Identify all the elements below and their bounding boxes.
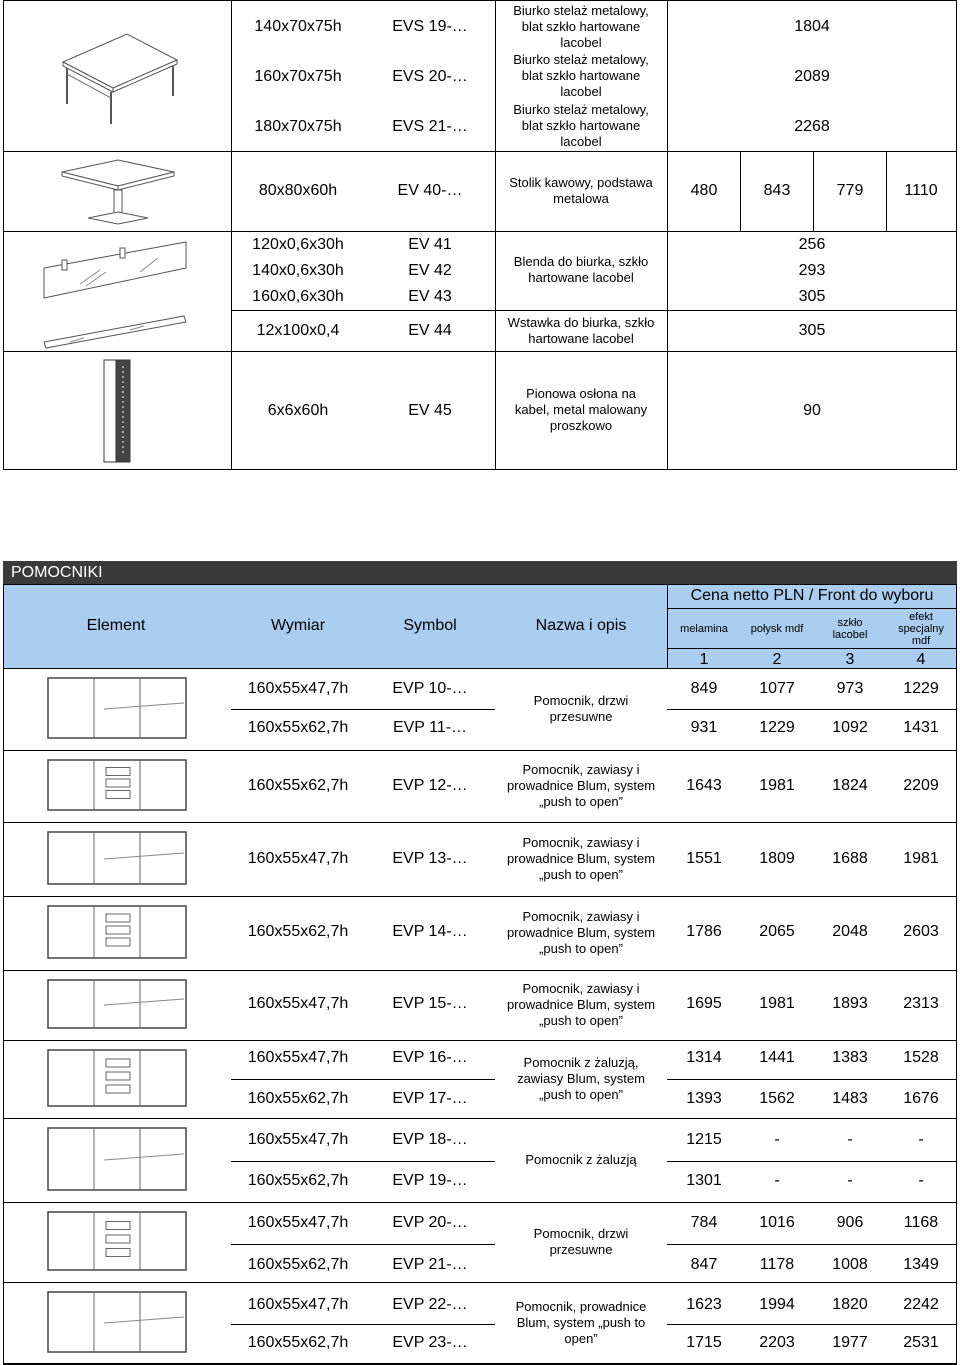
row-symbol: EVP 14-… bbox=[392, 923, 468, 940]
section-title: POMOCNIKI bbox=[3, 561, 957, 584]
row-price-1: 1301 bbox=[686, 1172, 722, 1189]
desk-price-2: 2089 bbox=[794, 68, 830, 85]
desk-price-3: 2268 bbox=[794, 118, 830, 135]
row-price-2: 1077 bbox=[759, 680, 795, 697]
group-divider bbox=[3, 822, 957, 823]
header-nazwa: Nazwa i opis bbox=[535, 617, 627, 634]
coffee-price-3: 779 bbox=[836, 182, 864, 199]
row-price-3: - bbox=[847, 1172, 853, 1189]
group-name: Pomocnik, zawiasy i prowadnice Blum, system „push to open” bbox=[506, 981, 656, 1028]
row-dims: 160x55x62,7h bbox=[247, 1090, 349, 1107]
group-name: Pomocnik, drzwi przesuwne bbox=[533, 1226, 629, 1257]
row-price-2: 2065 bbox=[759, 923, 795, 940]
row-divider bbox=[667, 1324, 957, 1325]
row-price-4: 1676 bbox=[903, 1090, 939, 1107]
row-price-4: 2242 bbox=[903, 1296, 939, 1313]
cable-cover-dims: 6x6x60h bbox=[267, 402, 329, 419]
row-symbol: EVP 15-… bbox=[392, 995, 468, 1012]
row-price-1: 784 bbox=[690, 1214, 718, 1231]
front-number-1: 1 bbox=[699, 651, 709, 668]
row-price-3: - bbox=[847, 1131, 853, 1148]
row-symbol: EVP 17-… bbox=[392, 1090, 468, 1107]
insert-dims: 12x100x0,4 bbox=[256, 322, 340, 339]
row-price-4: 1168 bbox=[903, 1214, 939, 1231]
front-number-3: 3 bbox=[845, 651, 855, 668]
row-price-1: 1715 bbox=[686, 1334, 722, 1351]
row-price-1: 1695 bbox=[686, 995, 722, 1012]
header-element: Element bbox=[86, 617, 146, 634]
desk-image bbox=[55, 20, 180, 130]
row-symbol: EVP 21-… bbox=[392, 1256, 468, 1273]
cabinet-image bbox=[44, 976, 194, 1034]
coffee-table-image bbox=[58, 158, 178, 228]
front-4: efekt specjalny mdf bbox=[898, 611, 944, 647]
row-divider bbox=[231, 1161, 495, 1162]
row-price-4: 1431 bbox=[903, 719, 939, 736]
panel-price-3: 305 bbox=[798, 288, 826, 305]
row-dims: 160x55x62,7h bbox=[247, 1256, 349, 1273]
group-name: Pomocnik, zawiasy i prowadnice Blum, system „push to open” bbox=[506, 909, 656, 956]
cabinet-image bbox=[44, 902, 194, 964]
row-price-2: 1441 bbox=[759, 1049, 795, 1066]
row-price-3: 1483 bbox=[832, 1090, 868, 1107]
row-price-4: 1528 bbox=[903, 1049, 939, 1066]
row-price-2: 1809 bbox=[759, 850, 795, 867]
desk-dims-2: 160x70x75h bbox=[254, 68, 342, 85]
front-3: szkło lacobel bbox=[832, 617, 868, 641]
row-symbol: EVP 13-… bbox=[392, 850, 468, 867]
row-price-2: 1994 bbox=[759, 1296, 795, 1313]
row-divider bbox=[231, 1324, 495, 1325]
group-divider bbox=[3, 1202, 957, 1203]
row-dims: 160x55x47,7h bbox=[247, 1214, 349, 1231]
row-divider bbox=[667, 1244, 957, 1245]
row-price-4: 2313 bbox=[903, 995, 939, 1012]
row-price-3: 1820 bbox=[832, 1296, 868, 1313]
row-price-2: 2203 bbox=[759, 1334, 795, 1351]
coffee-dims: 80x80x60h bbox=[258, 182, 338, 199]
group-name: Pomocnik z żaluzją bbox=[525, 1152, 637, 1167]
desk-dims-3: 180x70x75h bbox=[254, 118, 342, 135]
row-symbol: EVP 20-… bbox=[392, 1214, 468, 1231]
row-divider bbox=[667, 1161, 957, 1162]
coffee-price-4: 1110 bbox=[904, 182, 938, 199]
coffee-symbol: EV 40-… bbox=[397, 182, 463, 199]
row-price-4: 2603 bbox=[903, 923, 939, 940]
row-dims: 160x55x47,7h bbox=[247, 995, 349, 1012]
row-price-1: 1623 bbox=[686, 1296, 722, 1313]
front-2: połysk mdf bbox=[750, 623, 804, 635]
row-price-4: - bbox=[918, 1131, 924, 1148]
row-price-4: 2531 bbox=[903, 1334, 939, 1351]
row-symbol: EVP 22-… bbox=[392, 1296, 468, 1313]
row-price-1: 1215 bbox=[686, 1131, 722, 1148]
row-dims: 160x55x62,7h bbox=[247, 777, 349, 794]
row-dims: 160x55x47,7h bbox=[247, 680, 349, 697]
row-price-3: 1893 bbox=[832, 995, 868, 1012]
row-price-2: 1016 bbox=[759, 1214, 795, 1231]
row-price-4: 1349 bbox=[903, 1256, 939, 1273]
panel-dims-2: 140x0,6x30h bbox=[252, 262, 344, 279]
row-dims: 160x55x62,7h bbox=[247, 1334, 349, 1351]
row-dims: 160x55x47,7h bbox=[247, 1131, 349, 1148]
row-dims: 160x55x47,7h bbox=[247, 850, 349, 867]
panel-dims-1: 120x0,6x30h bbox=[252, 236, 344, 253]
row-price-3: 1383 bbox=[832, 1049, 868, 1066]
desk-symbol-1: EVS 19-… bbox=[392, 18, 468, 35]
row-price-2: - bbox=[774, 1131, 780, 1148]
coffee-price-1: 480 bbox=[690, 182, 718, 199]
row-price-2: 1981 bbox=[759, 777, 795, 794]
row-price-4: 2209 bbox=[903, 777, 939, 794]
insert-symbol: EV 44 bbox=[408, 322, 452, 339]
header-wymiar: Wymiar bbox=[270, 617, 326, 634]
cabinet-image bbox=[44, 1046, 194, 1112]
row-price-1: 1786 bbox=[686, 923, 722, 940]
row-price-1: 931 bbox=[690, 719, 718, 736]
desk-name-3: Biurko stelaż metalowy, blat szkło hartowane lacobel bbox=[513, 102, 649, 149]
panel-symbol-2: EV 42 bbox=[408, 262, 452, 279]
row-price-2: 1981 bbox=[759, 995, 795, 1012]
row-price-4: - bbox=[918, 1172, 924, 1189]
group-name: Pomocnik, zawiasy i prowadnice Blum, system „push to open” bbox=[506, 835, 656, 882]
front-number-4: 4 bbox=[916, 651, 926, 668]
row-dims: 160x55x62,7h bbox=[247, 719, 349, 736]
row-symbol: EVP 18-… bbox=[392, 1131, 468, 1148]
row-divider bbox=[231, 1244, 495, 1245]
desk-symbol-3: EVS 21-… bbox=[392, 118, 468, 135]
row-price-1: 1643 bbox=[686, 777, 722, 794]
row-price-3: 1977 bbox=[832, 1334, 868, 1351]
row-price-3: 906 bbox=[836, 1214, 864, 1231]
group-divider bbox=[3, 750, 957, 751]
group-divider bbox=[3, 896, 957, 897]
cabinet-image bbox=[44, 756, 194, 816]
header-symbol: Symbol bbox=[403, 617, 457, 634]
insert-price: 305 bbox=[798, 322, 826, 339]
row-divider bbox=[231, 1079, 495, 1080]
row-divider bbox=[667, 709, 957, 710]
panel-dims-3: 160x0,6x30h bbox=[252, 288, 344, 305]
cabinet-image bbox=[44, 674, 194, 744]
row-price-4: 1229 bbox=[903, 680, 939, 697]
cabinet-image bbox=[44, 1208, 194, 1276]
coffee-price-2: 843 bbox=[763, 182, 791, 199]
desk-symbol-2: EVS 20-… bbox=[392, 68, 468, 85]
row-price-2: - bbox=[774, 1172, 780, 1189]
row-price-1: 1551 bbox=[686, 850, 722, 867]
row-price-3: 1824 bbox=[832, 777, 868, 794]
row-divider bbox=[667, 1079, 957, 1080]
row-price-3: 1092 bbox=[832, 719, 868, 736]
group-divider bbox=[3, 1282, 957, 1283]
cable-cover-name: Pionowa osłona na kabel, metal malowany proszkowo bbox=[514, 386, 648, 433]
desk-name-2: Biurko stelaż metalowy, blat szkło hartowane lacobel bbox=[513, 52, 649, 99]
row-dims: 160x55x47,7h bbox=[247, 1049, 349, 1066]
panel-price-1: 256 bbox=[798, 236, 826, 253]
group-name: Pomocnik z żaluzją, zawiasy Blum, system „push to open” bbox=[517, 1055, 645, 1102]
cable-cover-image bbox=[98, 356, 140, 466]
row-price-1: 847 bbox=[690, 1256, 718, 1273]
row-price-1: 1393 bbox=[686, 1090, 722, 1107]
row-price-4: 1981 bbox=[903, 850, 939, 867]
row-price-2: 1229 bbox=[759, 719, 795, 736]
cabinet-image bbox=[44, 828, 194, 890]
row-price-3: 1008 bbox=[832, 1256, 868, 1273]
cable-cover-price: 90 bbox=[803, 402, 821, 419]
front-number-2: 2 bbox=[772, 651, 782, 668]
row-dims: 160x55x62,7h bbox=[247, 923, 349, 940]
panel-symbol-3: EV 43 bbox=[408, 288, 452, 305]
insert-name: Wstawka do biurka, szkło hartowane lacobel bbox=[507, 315, 655, 346]
row-price-3: 973 bbox=[836, 680, 864, 697]
coffee-name: Stolik kawowy, podstawa metalowa bbox=[509, 175, 653, 206]
desk-name-1: Biurko stelaż metalowy, blat szkło hartowane lacobel bbox=[513, 3, 649, 50]
row-price-1: 849 bbox=[690, 680, 718, 697]
cabinet-image bbox=[44, 1124, 194, 1196]
row-symbol: EVP 16-… bbox=[392, 1049, 468, 1066]
row-dims: 160x55x62,7h bbox=[247, 1172, 349, 1189]
group-name: Pomocnik, prowadnice Blum, system „push to open” bbox=[515, 1299, 647, 1346]
panel-name: Blenda do biurka, szkło hartowane lacobel bbox=[513, 254, 649, 285]
group-divider bbox=[3, 1040, 957, 1041]
row-divider bbox=[231, 709, 495, 710]
group-divider bbox=[3, 1118, 957, 1119]
row-dims: 160x55x47,7h bbox=[247, 1296, 349, 1313]
desk-price-1: 1804 bbox=[794, 18, 830, 35]
cabinet-image bbox=[44, 1288, 194, 1358]
group-divider bbox=[3, 970, 957, 971]
row-price-1: 1314 bbox=[686, 1049, 722, 1066]
row-symbol: EVP 12-… bbox=[392, 777, 468, 794]
group-name: Pomocnik, zawiasy i prowadnice Blum, system „push to open” bbox=[506, 762, 656, 809]
desk-dims-1: 140x70x75h bbox=[254, 18, 342, 35]
row-symbol: EVP 19-… bbox=[392, 1172, 468, 1189]
front-1: melamina bbox=[680, 623, 728, 635]
panel-price-2: 293 bbox=[798, 262, 826, 279]
cable-cover-symbol: EV 45 bbox=[408, 402, 452, 419]
row-price-2: 1178 bbox=[759, 1256, 795, 1273]
panel-symbol-1: EV 41 bbox=[408, 236, 452, 253]
row-price-2: 1562 bbox=[759, 1090, 795, 1107]
row-price-3: 2048 bbox=[832, 923, 868, 940]
row-symbol: EVP 10-… bbox=[392, 680, 468, 697]
group-name: Pomocnik, drzwi przesuwne bbox=[533, 693, 629, 724]
row-price-3: 1688 bbox=[832, 850, 868, 867]
desk-insert-image bbox=[40, 312, 190, 350]
row-symbol: EVP 23-… bbox=[392, 1334, 468, 1351]
row-symbol: EVP 11-… bbox=[392, 719, 468, 736]
desk-panel-image bbox=[40, 238, 190, 308]
header-price-title: Cena netto PLN / Front do wyboru bbox=[690, 587, 934, 604]
